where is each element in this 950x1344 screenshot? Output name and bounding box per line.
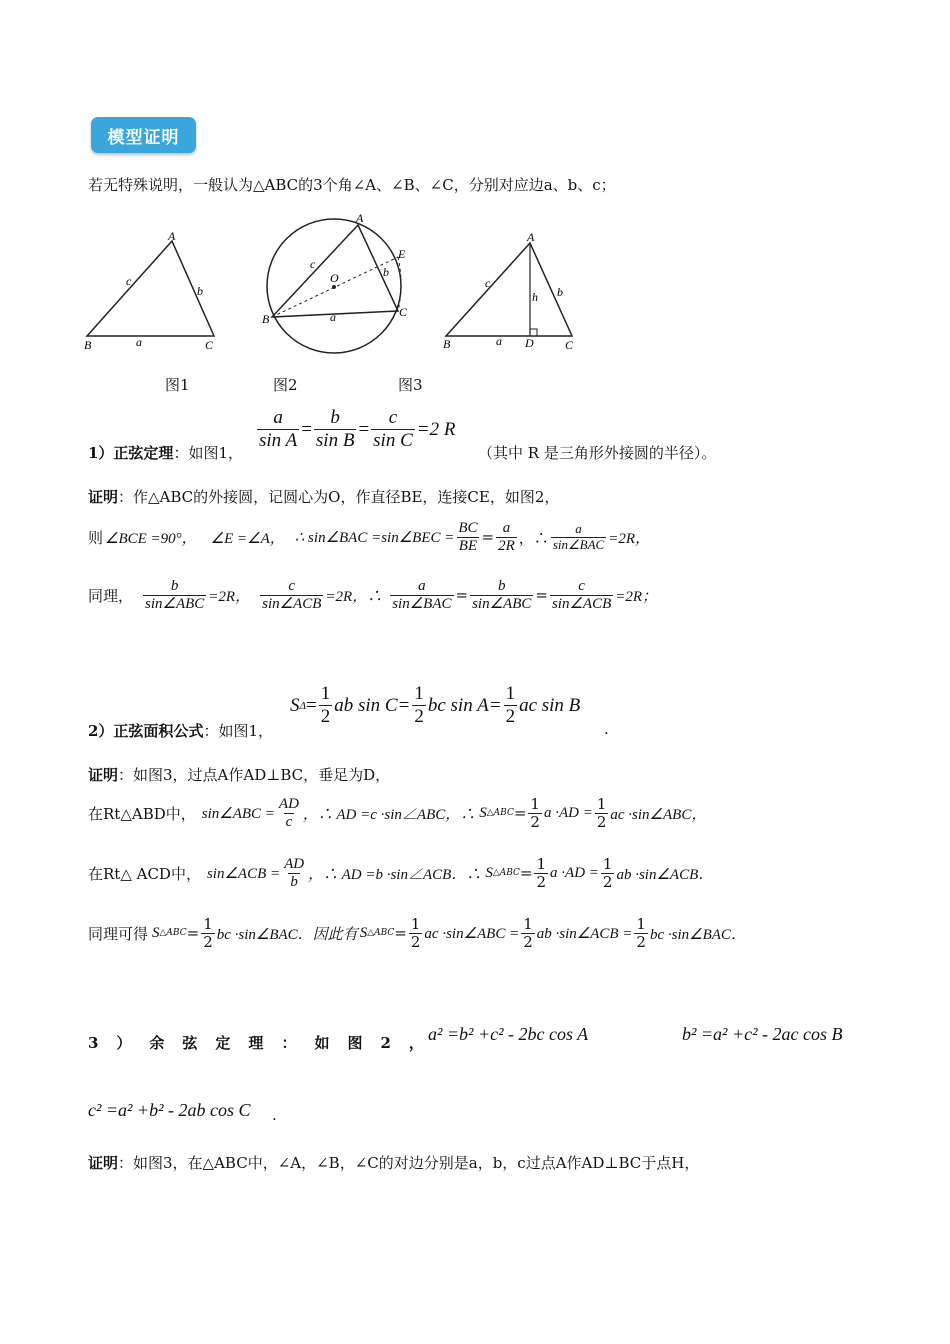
sec2-line2: 在Rt△ ACD中， sin∠ACB = $\frac{AD}{b}$ ，∴ AD =b ·sin∠ACB．∴ S △ABC = $\frac{1}{2}$ a ·AD = $\frac{1}{2}$ ab ·sin∠ACB． bbox=[88, 855, 714, 891]
fig2-label-C: C bbox=[399, 305, 408, 319]
fig1-label-A: A bbox=[168, 229, 176, 243]
sine-law-formula: $\frac{a}{\text{sin A}}$ = $\frac{b}{\text{sin B}}$ = $\frac{c}{\text{sin C}}$ =2 R bbox=[259, 407, 456, 451]
sec1-label: 1）正弦定理 bbox=[88, 444, 174, 462]
section-badge: 模型证明 bbox=[91, 117, 196, 153]
fig1-label-C: C bbox=[205, 338, 214, 352]
fig1-label-B: B bbox=[84, 338, 92, 352]
cosine-formula-a: a² =b² +c² - 2bc cos A bbox=[428, 1024, 589, 1044]
fig2-label-a: a bbox=[330, 310, 336, 324]
fig2-label-A: A bbox=[356, 211, 364, 225]
fig3-label-B: B bbox=[443, 337, 451, 351]
fig1-label-c: c bbox=[126, 274, 132, 288]
sec2-heading: 2）正弦面积公式：如图1， bbox=[88, 722, 273, 740]
fig3-label-a: a bbox=[496, 334, 502, 348]
figure-2 bbox=[258, 210, 418, 360]
sec1-line3: 同理， $\frac{b}{\text{sin∠ABC}}$ =2R， $\frac{c}{\text{sin∠ACB}}$ =2R，∴ $\frac{a}{\text{sin∠BAC}}$ = $\frac{b}{\text{sin∠ABC}}$ = $\frac{c}{\text{sin∠ACB}}$ =2R； bbox=[88, 578, 658, 612]
caption-fig2: 图2 bbox=[273, 376, 298, 394]
fig2-label-B: B bbox=[262, 312, 270, 326]
fig2-label-O: O bbox=[330, 271, 339, 285]
figure-1 bbox=[80, 228, 230, 356]
caption-fig1: 图1 bbox=[165, 376, 190, 394]
fig3-label-h: h bbox=[532, 290, 538, 304]
cosine-formula-dot: . bbox=[272, 1106, 277, 1124]
cosine-formula-b: b² =a² +c² - 2ac cos B bbox=[682, 1024, 843, 1044]
sec1-proof: 证明：作△ABC的外接圆，记圆心为O，作直径BE，连接CE，如图2， bbox=[88, 488, 560, 506]
fig3-label-b: b bbox=[557, 285, 563, 299]
sec1-ref: ：如图1， bbox=[173, 444, 243, 462]
fig1-label-b: b bbox=[197, 284, 203, 298]
cosine-formula-c: c² =a² +b² - 2ab cos C bbox=[88, 1100, 251, 1120]
caption-fig3: 图3 bbox=[398, 376, 423, 394]
sec1-line2: 则 ∠BCE =90°， ∠E =∠A， ∴ sin∠BAC =sin∠BEC = $\frac{BC}{BE}$ = $\frac{a}{2R}$ ，∴ $\frac{a}{\text{sin∠BAC}}$ =2R， bbox=[88, 520, 650, 554]
area-formula-dot: . bbox=[604, 720, 609, 738]
fig2-label-b: b bbox=[383, 265, 389, 279]
sec2-line3: 同理可得 S △ABC = $\frac{1}{2}$ bc ·sin∠BAC．因此有 S △ABC = $\frac{1}{2}$ ac ·sin∠ABC = $\frac{1}{2}$ ab ·sin∠ACB = $\frac{1}{2}$ bc ·sin∠BAC． bbox=[88, 915, 746, 951]
sec2-line1: 在Rt△ABD中， sin∠ABC = $\frac{AD}{c}$ ，∴ AD =c ·sin∠ABC，∴ S △ABC = $\frac{1}{2}$ a ·AD = $\frac{1}{2}$ ac ·sin∠ABC， bbox=[88, 795, 707, 831]
area-formula: S Δ = $\frac{1}{2}$ ab sin C= $\frac{1}{2}$ bc sin A= $\frac{1}{2}$ ac sin B bbox=[290, 683, 581, 727]
sec3-proof: 证明：如图3，在△ABC中，∠A，∠B，∠C的对边分别是a，b，c过点A作AD⊥BC于点H， bbox=[88, 1154, 700, 1172]
fig2-label-E: E bbox=[398, 247, 406, 261]
sec1-note: （其中 R 是三角形外接圆的半径）。 bbox=[478, 444, 717, 462]
sec2-proof: 证明：如图3，过点A作AD⊥BC，垂足为D， bbox=[88, 766, 391, 784]
sec3-heading: 3）余弦定理：如图2， bbox=[88, 1034, 442, 1052]
fig1-label-a: a bbox=[136, 335, 142, 349]
fig2-label-c: c bbox=[310, 257, 316, 271]
fig3-label-C: C bbox=[565, 338, 574, 352]
fig3-label-D: D bbox=[525, 336, 534, 350]
sec1-heading bbox=[88, 442, 243, 463]
figure-3 bbox=[440, 228, 585, 356]
fig3-label-c: c bbox=[485, 276, 491, 290]
intro-text: 若无特殊说明，一般认为△ABC的3个角∠A、∠B、∠C，分别对应边a、b、c； bbox=[88, 176, 616, 194]
fig3-label-A: A bbox=[527, 230, 535, 244]
